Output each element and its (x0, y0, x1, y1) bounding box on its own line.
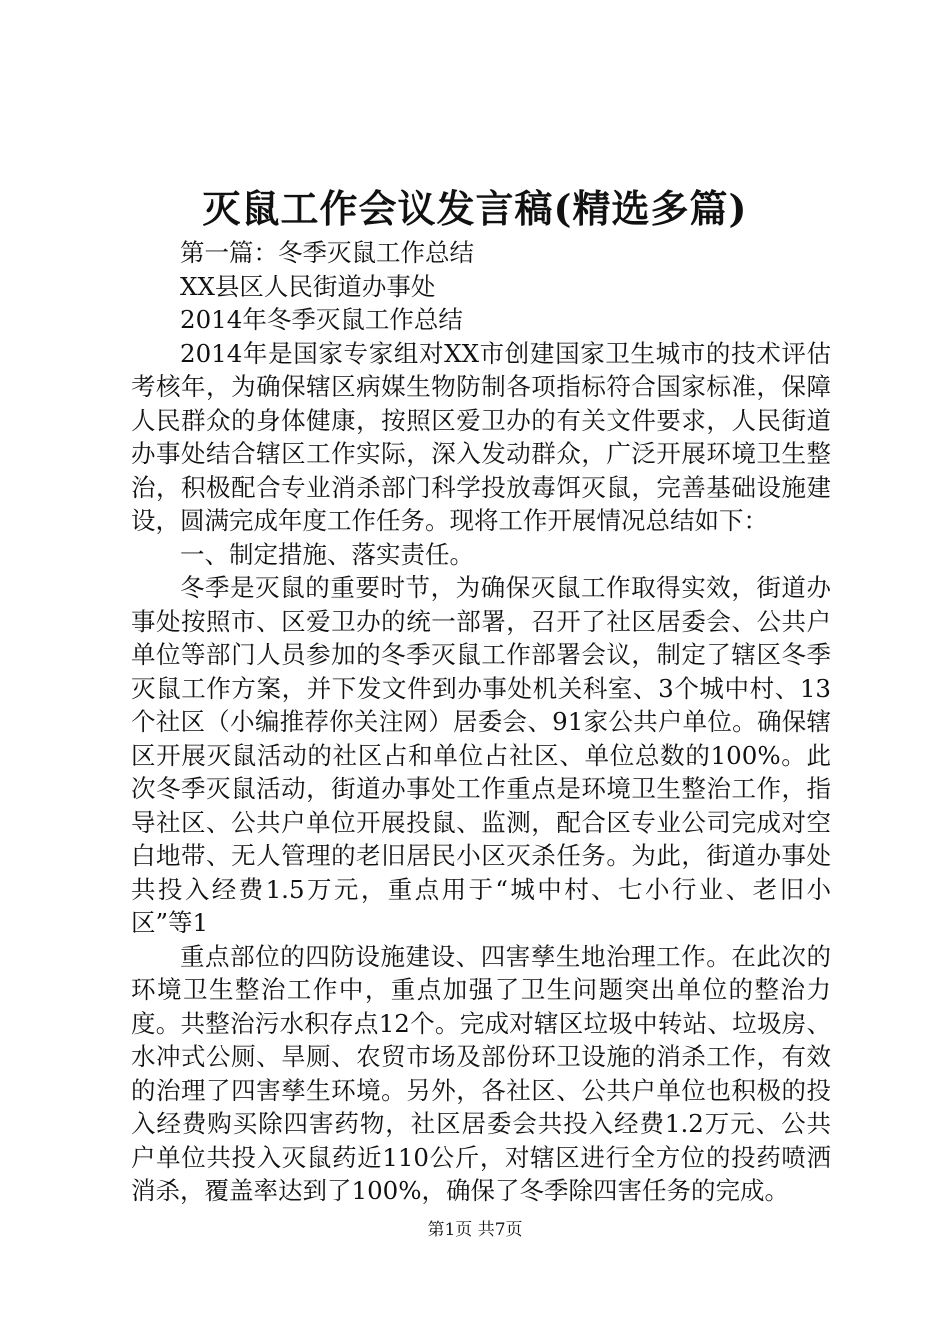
organization-line: XX县区人民街道办事处 (180, 271, 436, 301)
report-title-line: 2014年冬季灭鼠工作总结 (180, 305, 463, 334)
body-paragraph: 冬季是灭鼠的重要时节，为确保灭鼠工作取得实效，街道办事处按照市、区爱卫办的统一部署，召开了社区居委会、公共户单位等部门人员参加的冬季灭鼠工作部署会议，制定了辖区冬季灭鼠工作方案，并下发文件到办事处机关科室、3个城中村、13个社区（小编推荐你关注网）居委会、91家公共户单位。确保辖区开展灭鼠活动的社区占和单位占社区、单位总数的100%。此次冬季灭鼠活动，街道办事处工作重点是环境卫生整治工作，指导社区、公共户单位开展投鼠、监测，配合区专业公司完成对空白地带、无人管理的老旧居民小区灭杀任务。为此，街道办事处共投入经费1.5万元，重点用于“城中村、七小行业、老旧小区”等1 (131, 573, 831, 937)
body-paragraph: 2014年是国家专家组对XX市创建国家卫生城市的技术评估考核年，为确保辖区病媒生物防制各项指标符合国家标准，保障人民群众的身体健康，按照区爱卫办的有关文件要求，人民街道办事处结合辖区工作实际，深入发动群众，广泛开展环境卫生整治，积极配合专业消杀部门科学投放毒饵灭鼠，完善基础设施建设，圆满完成年度工作任务。现将工作开展情况总结如下： (131, 338, 831, 535)
document-title: 灭鼠工作会议发言稿(精选多篇) (202, 186, 748, 231)
document-body (131, 236, 831, 1208)
page-footer: 第1页 共7页 (427, 1220, 523, 1240)
section-heading: 第一篇：冬季灭鼠工作总结 (180, 238, 474, 267)
subsection-heading: 一、制定措施、落实责任。 (180, 539, 474, 569)
body-paragraph: 重点部位的四防设施建设、四害孳生地治理工作。在此次的环境卫生整治工作中，重点加强了卫生问题突出单位的整治力度。共整治污水积存点12个。完成对辖区垃圾中转站、垃圾房、水冲式公厕、旱厕、农贸市场及部份环卫设施的消杀工作，有效的治理了四害孳生环境。另外，各社区、公共户单位也积极的投入经费购买除四害药物，社区居委会共投入经费1.2万元、公共户单位共投入灭鼠药近110公斤，对辖区进行全方位的投药喷洒消杀，覆盖率达到了100%，确保了冬季除四害任务的完成。 (131, 941, 831, 1205)
